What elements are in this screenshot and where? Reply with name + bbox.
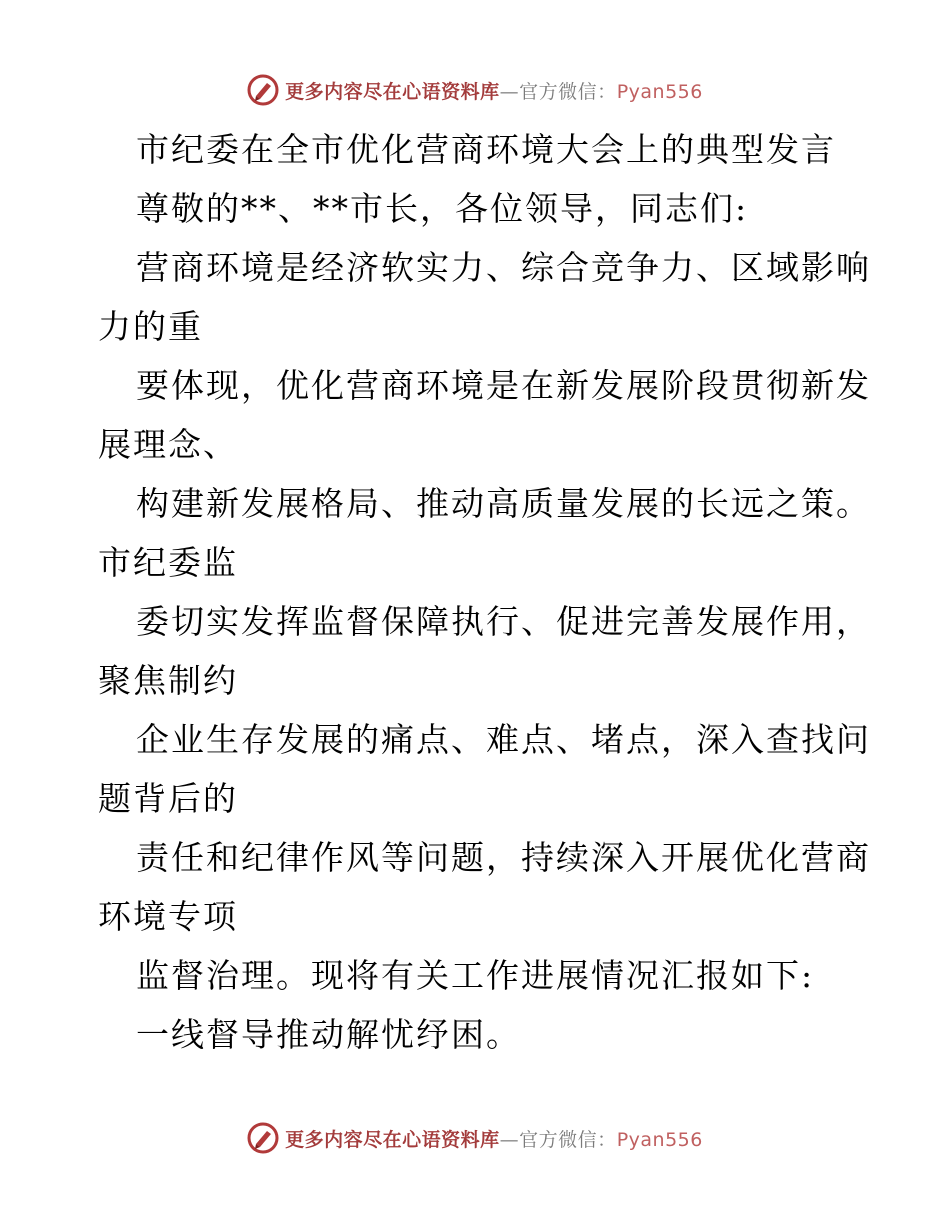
pen-logo-icon [247,74,279,106]
text-line: 要体现，优化营商环境是在新发展阶段贯彻新发 [136,366,871,405]
page-footer-watermark [0,1118,950,1158]
watermark-text [285,1125,703,1152]
text-line: 委切实发挥监督保障执行、促进完善发展作用， [136,602,871,641]
watermark-middle: 官方微信： [519,1128,617,1151]
pen-logo-icon [247,1122,279,1154]
text-line: 展理念、 [98,425,238,464]
watermark-id: Pyan556 [616,1128,703,1151]
text-line: 聚焦制约 [98,661,238,700]
text-line: 构建新发展格局、推动高质量发展的长远之策。 [136,484,871,523]
watermark-main: 更多内容尽在心语资料库 [285,1128,500,1151]
text-line: 企业生存发展的痛点、难点、堵点，深入查找问 [136,720,871,759]
text-line: 力的重 [98,307,203,346]
watermark-middle: 官方微信： [519,80,617,103]
watermark-dash: — [499,1128,520,1151]
text-line: 责任和纪律作风等问题，持续深入开展优化营商 [136,838,871,877]
section-heading: 一线督导推动解忧纾困。 [136,1015,521,1054]
doc-salutation: 尊敬的**、**市长，各位领导，同志们: [136,189,749,228]
document-body [98,120,871,1064]
text-line: 市纪委监 [98,543,238,582]
watermark-id: Pyan556 [616,80,703,103]
watermark-main: 更多内容尽在心语资料库 [285,80,500,103]
watermark-dash: — [499,80,520,103]
text-line: 营商环境是经济软实力、综合竞争力、区域影响 [136,248,871,287]
watermark-text [285,77,703,104]
doc-title: 市纪委在全市优化营商环境大会上的典型发言 [136,130,836,169]
page-header-watermark [0,70,950,110]
text-line: 环境专项 [98,897,238,936]
text-line: 题背后的 [98,779,238,818]
text-line: 监督治理。现将有关工作进展情况汇报如下: [136,956,815,995]
